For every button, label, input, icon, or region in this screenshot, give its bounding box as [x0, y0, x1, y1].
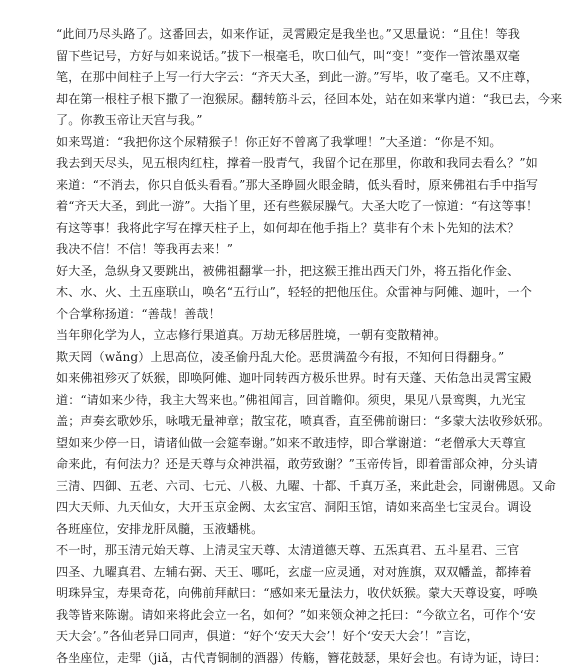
paragraph [56, 24, 562, 132]
paragraph [56, 540, 547, 669]
text-line: 各班座位，安排龙肝凤髓，玉液蟠桃。 [56, 521, 264, 536]
text-line: 不一时，那玉清元始天尊、上清灵宝天尊、太清道德天尊、五炁真君、五斗星君、三官 [56, 543, 520, 557]
text-line: 如来骂道：“我把你这个尿精猴子！你正好不曾离了我掌哩！”大圣道：“你是不知。 [56, 134, 502, 149]
paragraph [56, 368, 556, 540]
text-line: 欺天罔（wǎng）上思高位，凌圣偷丹乱大伦。恶贯满盈今有报，不知何日得翻身。” [56, 349, 505, 364]
text-line: 四圣、九曜真君、左辅右弼、天王、哪吒，玄虚一应灵通，对对旌旗，双双幡盖，都捧着 [56, 564, 532, 579]
paragraph [56, 132, 539, 261]
text-line: 道：“请如来少待，我主大驾来也。”佛祖闻言，回首瞻仰。须臾，果见八景鸾舆，九光宝 [56, 392, 526, 407]
text-line: 各坐座位，走斝（jiǎ，古代青铜制的酒器）传觞，簪花鼓瑟，果好会也。有诗为证，诗曰： [56, 650, 547, 665]
text-line: 我去到天尽头，见五根肉红柱，撑着一股青气，我留个记在那里，你敢和我同去看么？”如 [56, 156, 538, 170]
text-line: 我决不信！不信！等我再去来！” [56, 242, 233, 256]
text-line: 了。你教玉帝让天宫与我。” [56, 113, 203, 127]
text-line: 着“齐天大圣，到此一游”。大指丫里，还有些猴尿臊气。大圣大吃了一惊道：“有这等事！ [56, 199, 539, 213]
text-line: 笔，在那中间柱子上写一行大字云：“齐天大圣，到此一游。”写毕，收了毫毛。又不庄尊， [56, 70, 539, 84]
text-line: 望如来少停一日，请诸仙做一会筵奉谢。”如来不敢违悖，即合掌谢道：“老僧承大天尊宣 [56, 435, 526, 450]
text-line: 我等皆来陈谢。请如来将此会立一名，如何？”如来领众神之托曰：“今欲立名，可作个‘安 [56, 607, 536, 622]
text-line: 木、水、火、土五座联山，唤名“五行山”，轻轻的把他压住。众雷神与阿傩、迦叶，一个 [56, 285, 532, 299]
paragraph [56, 325, 447, 347]
text-line: “此间乃尽头路了。这番回去，如来作证，灵霄殿定是我坐也。”又思量说：“且住！等我 [56, 27, 520, 41]
text-line: 个合掌称扬道：“善哉！善哉！ [56, 306, 221, 321]
text-line: 留下些记号，方好与如来说话。”拔下一根毫毛，吹口仙气，叫“变！”变作一管浓墨双毫 [56, 48, 520, 63]
text-line: 如来佛祖殄灭了妖猴，即唤阿傩、迦叶同转西方极乐世界。时有天蓬、天佑急出灵霄宝殿 [56, 371, 532, 385]
text-line: 天大会’。”各仙老异口同声，俱道：“好个‘安天大会’！好个‘安天大会’！”言讫， [56, 629, 479, 643]
text-line: 命来此，有何法力？还是天尊与众神洪福，敢劳致谢？”玉帝传旨，即着雷部众神，分头请 [56, 457, 538, 471]
text-line: 盖；声奏玄歌妙乐，咏哦无量神章；散宝花，喷真香，直至佛前谢曰：“多蒙大法收殄妖邪。 [56, 414, 551, 428]
text-line: 三清、四御、五老、六司、七元、八极、九曜、十都、千真万圣，来此赴会，同谢佛恩。又命 [56, 478, 556, 493]
text-line: 却在第一根柱子根下撒了一泡猴尿。翻转筋斗云，径回本处，站在如来掌内道：“我已去，今来 [56, 91, 562, 106]
text-line: 当年卵化学为人，立志修行果道真。万劫无移居胜境，一朝有变散精神。 [56, 328, 447, 342]
text-line: 明珠异宝，寿果奇花，向佛前拜献曰：“感如来无量法力，收伏妖猴。蒙大天尊设宴，呼唤 [56, 586, 538, 600]
text-line: 来道：“不消去，你只自低头看看。”那大圣睁圆火眼金睛，低头看时，原来佛祖右手中指写 [56, 177, 539, 192]
text-line: 有这等事！我将此字写在撑天柱子上，如何却在他手指上？莫非有个未卜先知的法术？ [56, 220, 520, 235]
text-line: 四大天师、九天仙女，大开玉京金阙、太玄宝宫、洞阳玉馆，请如来高坐七宝灵台。调设 [56, 500, 532, 514]
text-line: 好大圣，急纵身又要跳出，被佛祖翻掌一扑，把这猴王推出西天门外，将五指化作金、 [56, 263, 520, 278]
paragraph [56, 347, 505, 369]
paragraph [56, 261, 532, 326]
